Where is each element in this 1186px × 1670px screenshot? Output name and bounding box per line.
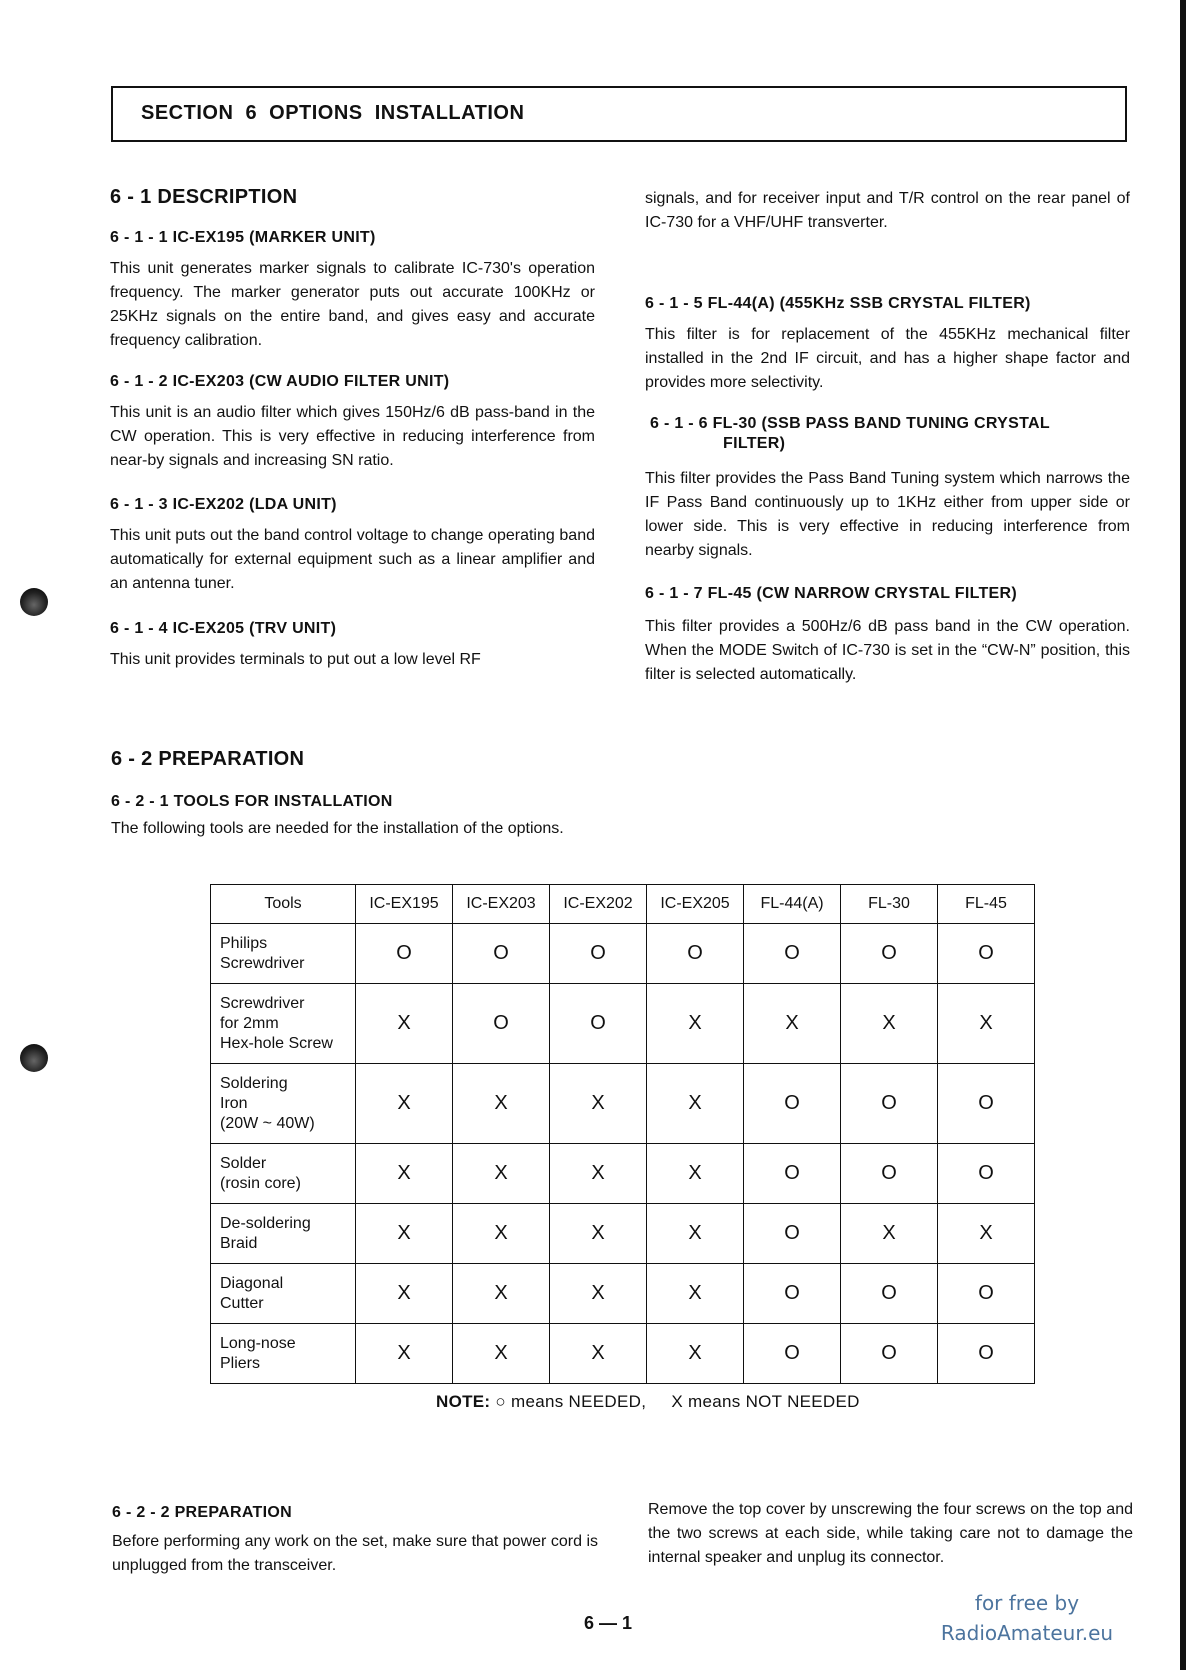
- not-needed-mark: X: [647, 1324, 744, 1384]
- needed-mark: O: [841, 1324, 938, 1384]
- tools-table: [210, 884, 1035, 1384]
- needed-mark: O: [550, 984, 647, 1064]
- tool-name-line: Cutter: [220, 1294, 264, 1312]
- tool-name-line: (20W ~ 40W): [220, 1114, 315, 1132]
- tool-name-line: De-soldering: [220, 1214, 311, 1232]
- table-note: [436, 1392, 860, 1412]
- item-text: This unit generates marker signals to calibrate IC-730's operation frequency. The marker generator puts out accurate 100KHz or 25KHz signals on the entire band, and gives easy and accurate frequency calibration.: [110, 260, 595, 349]
- watermark-line2: RadioAmateur.eu: [940, 1621, 1114, 1645]
- tools-text: The following tools are needed for the installation of the options.: [111, 820, 564, 837]
- punch-hole-mark: [20, 588, 48, 616]
- needed-mark: O: [841, 1144, 938, 1204]
- preparation-block: [111, 748, 598, 841]
- left-column: [110, 186, 595, 672]
- needed-mark: O: [647, 924, 744, 984]
- not-needed-mark: X: [453, 1064, 550, 1144]
- needed-mark: O: [744, 1064, 841, 1144]
- header-cell: IC-EX205: [647, 885, 744, 924]
- punch-hole-mark: [20, 1044, 48, 1072]
- note-needed: ○ means NEEDED,: [495, 1392, 647, 1411]
- needed-mark: O: [356, 924, 453, 984]
- watermark: [912, 1588, 1142, 1648]
- table-row: [211, 1064, 1035, 1144]
- item-heading: 6 - 1 - 2 IC-EX203 (CW AUDIO FILTER UNIT): [110, 373, 450, 390]
- item-text: This unit is an audio filter which gives 150Hz/6 dB pass-band in the CW operation. This is very effective in reducing interference from near-by signals and increasing SN ratio.: [110, 404, 595, 469]
- not-needed-mark: X: [647, 1064, 744, 1144]
- tool-name-cell: [211, 1144, 356, 1204]
- tool-name-line: Iron: [220, 1094, 248, 1112]
- header-cell: FL-44(A): [744, 885, 841, 924]
- needed-mark: O: [938, 1324, 1035, 1384]
- needed-mark: O: [841, 1264, 938, 1324]
- tool-name-line: Long-nose: [220, 1334, 296, 1352]
- header-cell: IC-EX203: [453, 885, 550, 924]
- table-row: [211, 1264, 1035, 1324]
- tool-name-cell: [211, 1264, 356, 1324]
- item-heading: 6 - 1 - 7 FL-45 (CW NARROW CRYSTAL FILTER): [645, 585, 1017, 602]
- not-needed-mark: X: [356, 1204, 453, 1264]
- not-needed-mark: X: [453, 1144, 550, 1204]
- page-number: 6 — 1: [584, 1613, 633, 1633]
- item-heading: 6 - 1 - 4 IC-EX205 (TRV UNIT): [110, 620, 337, 637]
- tool-name-line: (rosin core): [220, 1174, 301, 1192]
- note-label: NOTE:: [436, 1392, 491, 1411]
- needed-mark: O: [453, 984, 550, 1064]
- needed-mark: O: [744, 1324, 841, 1384]
- not-needed-mark: X: [550, 1144, 647, 1204]
- header-cell: FL-30: [841, 885, 938, 924]
- watermark-line1: for free by: [974, 1591, 1080, 1615]
- table-header-row: [211, 885, 1035, 924]
- needed-mark: O: [744, 1144, 841, 1204]
- item-heading-continued: FILTER): [723, 435, 786, 452]
- tool-name-line: Pliers: [220, 1354, 261, 1372]
- not-needed-mark: X: [550, 1324, 647, 1384]
- not-needed-mark: X: [647, 1264, 744, 1324]
- description-heading: 6 - 1 DESCRIPTION: [110, 186, 298, 208]
- header-cell: Tools: [211, 885, 356, 924]
- table-row: [211, 1144, 1035, 1204]
- tool-name-cell: [211, 1204, 356, 1264]
- needed-mark: O: [744, 1204, 841, 1264]
- section-title: SECTION 6 OPTIONS INSTALLATION: [141, 102, 525, 124]
- item-heading: 6 - 1 - 6 FL-30 (SSB PASS BAND TUNING CRYSTAL: [650, 415, 1050, 432]
- needed-mark: O: [841, 924, 938, 984]
- needed-mark: O: [938, 1064, 1035, 1144]
- not-needed-mark: X: [550, 1204, 647, 1264]
- needed-mark: O: [938, 924, 1035, 984]
- section-header-box: [111, 86, 1127, 142]
- not-needed-mark: X: [356, 1264, 453, 1324]
- note-not-needed: X means NOT NEEDED: [671, 1392, 860, 1411]
- tool-name-cell: [211, 1064, 356, 1144]
- tool-name-line: Screwdriver: [220, 954, 305, 972]
- prep-left: [112, 1504, 598, 1578]
- tool-name-cell: [211, 924, 356, 984]
- not-needed-mark: X: [841, 984, 938, 1064]
- not-needed-mark: X: [938, 984, 1035, 1064]
- right-column: [645, 187, 1130, 687]
- tool-name-line: Philips: [220, 934, 268, 952]
- tool-name-line: Soldering: [220, 1074, 288, 1092]
- item-text: This filter provides a 500Hz/6 dB pass band in the CW operation. When the MODE Switch of IC-730 is set in the “CW-N” position, this filter is selected automatically.: [645, 618, 1130, 683]
- not-needed-mark: X: [647, 984, 744, 1064]
- tool-name-line: Braid: [220, 1234, 258, 1252]
- item-heading: 6 - 1 - 5 FL-44(A) (455KHz SSB CRYSTAL FILTER): [645, 295, 1031, 312]
- preparation-heading: 6 - 2 PREPARATION: [111, 748, 305, 770]
- not-needed-mark: X: [841, 1204, 938, 1264]
- needed-mark: O: [841, 1064, 938, 1144]
- item-heading: 6 - 1 - 3 IC-EX202 (LDA UNIT): [110, 496, 337, 513]
- table-row: [211, 1204, 1035, 1264]
- item-text: This unit provides terminals to put out a low level RF: [110, 651, 481, 668]
- tool-name-line: Hex-hole Screw: [220, 1034, 333, 1052]
- prep-right: [648, 1498, 1133, 1570]
- tool-name-line: for 2mm: [220, 1014, 279, 1032]
- header-cell: FL-45: [938, 885, 1035, 924]
- header-cell: IC-EX195: [356, 885, 453, 924]
- not-needed-mark: X: [356, 1144, 453, 1204]
- needed-mark: O: [938, 1144, 1035, 1204]
- tool-name-line: Solder: [220, 1154, 267, 1172]
- not-needed-mark: X: [453, 1204, 550, 1264]
- not-needed-mark: X: [453, 1264, 550, 1324]
- needed-mark: O: [453, 924, 550, 984]
- tools-heading: 6 - 2 - 1 TOOLS FOR INSTALLATION: [111, 793, 393, 810]
- needed-mark: O: [938, 1264, 1035, 1324]
- table-row: [211, 924, 1035, 984]
- continuation-text: signals, and for receiver input and T/R control on the rear panel of IC-730 for a VHF/UHF transverter.: [645, 190, 1130, 231]
- tool-name-cell: [211, 1324, 356, 1384]
- item-text: This unit puts out the band control voltage to change operating band automatically for external equipment such as a linear amplifier and an antenna tuner.: [110, 527, 595, 592]
- needed-mark: O: [744, 924, 841, 984]
- item-text: This filter provides the Pass Band Tuning system which narrows the IF Pass Band continuously up to 1KHz either from upper side or lower side. This is very effective in reducing interference from nearby signals.: [645, 470, 1130, 559]
- prep-text-right: Remove the top cover by unscrewing the four screws on the top and the two screws at each side, while taking care not to damage the internal speaker and unplug its connector.: [648, 1501, 1133, 1566]
- not-needed-mark: X: [647, 1204, 744, 1264]
- needed-mark: O: [744, 1264, 841, 1324]
- not-needed-mark: X: [938, 1204, 1035, 1264]
- prep-text: Before performing any work on the set, make sure that power cord is unplugged from the transceiver.: [112, 1533, 598, 1574]
- tool-name-line: Screwdriver: [220, 994, 305, 1012]
- not-needed-mark: X: [453, 1324, 550, 1384]
- not-needed-mark: X: [647, 1144, 744, 1204]
- not-needed-mark: X: [550, 1064, 647, 1144]
- not-needed-mark: X: [356, 1324, 453, 1384]
- needed-mark: O: [550, 924, 647, 984]
- scan-edge: [1180, 0, 1186, 1670]
- table-row: [211, 1324, 1035, 1384]
- tool-name-cell: [211, 984, 356, 1064]
- not-needed-mark: X: [356, 984, 453, 1064]
- prep-heading: 6 - 2 - 2 PREPARATION: [112, 1504, 292, 1521]
- header-cell: IC-EX202: [550, 885, 647, 924]
- not-needed-mark: X: [356, 1064, 453, 1144]
- item-text: This filter is for replacement of the 455KHz mechanical filter installed in the 2nd IF circuit, and has a higher shape factor and provides more selectivity.: [645, 326, 1130, 391]
- tool-name-line: Diagonal: [220, 1274, 284, 1292]
- item-heading: 6 - 1 - 1 IC-EX195 (MARKER UNIT): [110, 229, 376, 246]
- table-row: [211, 984, 1035, 1064]
- not-needed-mark: X: [744, 984, 841, 1064]
- not-needed-mark: X: [550, 1264, 647, 1324]
